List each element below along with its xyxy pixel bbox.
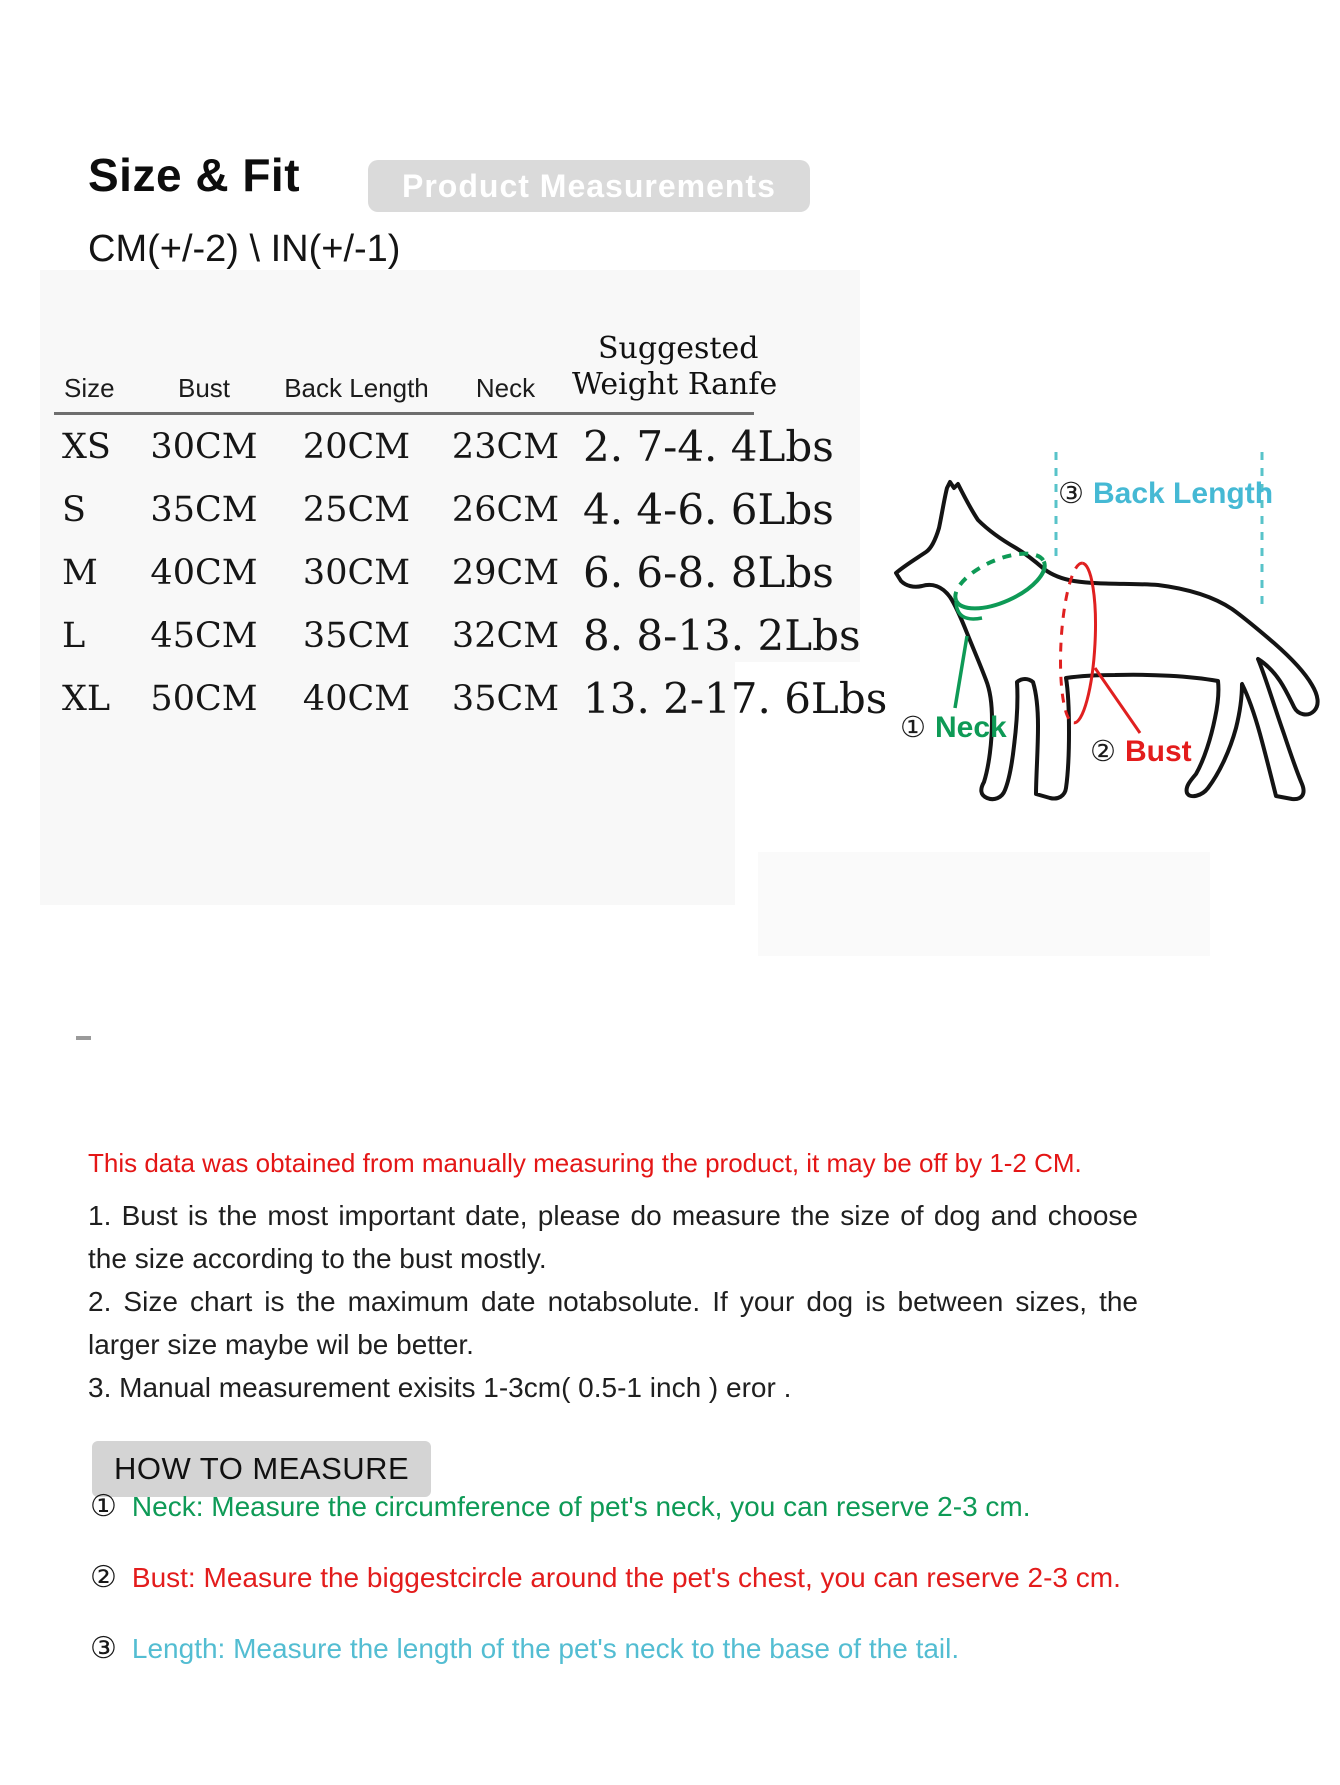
measure-item-neck bbox=[90, 1488, 1121, 1526]
product-measurements-badge: Product Measurements bbox=[368, 160, 810, 212]
size-table-header-row bbox=[54, 296, 938, 412]
circled-2-icon: ② bbox=[1090, 736, 1116, 768]
cell-back-length: 20CM bbox=[302, 426, 411, 467]
how-to-measure-heading: HOW TO MEASURE bbox=[92, 1441, 431, 1497]
note-3: 3. Manual measurement exisits 1-3cm( 0.5-1 inch ) eror . bbox=[88, 1372, 792, 1403]
cell-bust: 40CM bbox=[150, 552, 258, 593]
cell-neck: 23CM bbox=[451, 426, 560, 467]
bust-label-text: Bust bbox=[1125, 734, 1192, 768]
col-header-weight-line1: Suggested bbox=[598, 330, 759, 366]
table-row-m bbox=[54, 541, 938, 604]
measure-item-length-text: Length: Measure the length of the pet's neck to the base of the tail. bbox=[131, 1633, 960, 1664]
cell-size: L bbox=[62, 615, 86, 656]
cell-weight: 2. 7-4. 4Lbs bbox=[583, 422, 834, 471]
cell-back-length: 30CM bbox=[302, 552, 411, 593]
bust-label bbox=[1090, 734, 1192, 769]
cell-weight: 13. 2-17. 6Lbs bbox=[583, 674, 888, 723]
col-header-neck: Neck bbox=[475, 373, 536, 403]
note-2: 2. Size chart is the maximum date notabsolute. If your dog is between sizes, the larger size maybe wil be better. bbox=[88, 1286, 1138, 1360]
circled-3-icon: ③ bbox=[1058, 478, 1084, 510]
measure-item-bust-text: Bust: Measure the biggestcircle around the pet's chest, you can reserve 2-3 cm. bbox=[131, 1562, 1121, 1593]
table-row-xs bbox=[54, 415, 938, 478]
back-length-label bbox=[1058, 476, 1273, 511]
page-title: Size & Fit bbox=[88, 149, 301, 201]
cell-neck: 35CM bbox=[451, 678, 560, 719]
col-header-back-length: Back Length bbox=[284, 373, 429, 403]
circled-2-icon: ② bbox=[90, 1561, 117, 1594]
circled-3-icon: ③ bbox=[90, 1632, 117, 1665]
cell-neck: 26CM bbox=[451, 489, 560, 530]
cell-size: M bbox=[62, 552, 98, 593]
cell-back-length: 40CM bbox=[302, 678, 411, 719]
measure-item-length bbox=[90, 1630, 1121, 1668]
cell-weight: 8. 8-13. 2Lbs bbox=[583, 611, 861, 660]
measure-instructions bbox=[90, 1488, 1121, 1701]
size-table bbox=[54, 296, 938, 730]
cell-back-length: 35CM bbox=[302, 615, 411, 656]
col-header-weight bbox=[572, 331, 884, 404]
measure-item-bust bbox=[90, 1559, 1121, 1597]
circled-1-icon: ① bbox=[900, 712, 926, 744]
cell-neck: 29CM bbox=[451, 552, 560, 593]
col-header-bust: Bust bbox=[177, 373, 231, 403]
measure-item-neck-text: Neck: Measure the circumference of pet's neck, you can reserve 2-3 cm. bbox=[131, 1491, 1031, 1522]
cell-size: XL bbox=[62, 678, 111, 719]
stray-dash-mark bbox=[76, 1036, 91, 1040]
cell-weight: 4. 4-6. 6Lbs bbox=[583, 485, 834, 534]
note-1: 1. Bust is the most important date, please do measure the size of dog and choose the size according to the bust mostly. bbox=[88, 1200, 1138, 1274]
cell-size: XS bbox=[62, 426, 111, 467]
neck-label-text: Neck bbox=[935, 710, 1007, 744]
cell-weight: 6. 6-8. 8Lbs bbox=[583, 548, 834, 597]
neck-label bbox=[900, 710, 1007, 745]
cell-back-length: 25CM bbox=[302, 489, 411, 530]
bust-pointer-line bbox=[1095, 668, 1140, 733]
table-row-xl bbox=[54, 667, 938, 730]
manual-measure-warning: This data was obtained from manually measuring the product, it may be off by 1-2 CM. bbox=[88, 1148, 1082, 1178]
table-row-s bbox=[54, 478, 938, 541]
circled-1-icon: ① bbox=[90, 1490, 117, 1523]
col-header-size: Size bbox=[64, 373, 115, 403]
bg-patch-under-dog bbox=[758, 852, 1210, 956]
cell-bust: 35CM bbox=[150, 489, 258, 530]
cell-bust: 50CM bbox=[150, 678, 258, 719]
unit-tolerance-subtitle: CM(+/-2) \ IN(+/-1) bbox=[88, 228, 401, 270]
neck-pointer-line bbox=[955, 636, 967, 708]
cell-bust: 30CM bbox=[150, 426, 258, 467]
col-header-weight-line2: Weight Ranfe bbox=[572, 367, 778, 403]
cell-bust: 45CM bbox=[150, 615, 258, 656]
size-notes bbox=[88, 1194, 1138, 1409]
cell-neck: 32CM bbox=[451, 615, 560, 656]
back-length-label-text: Back Length bbox=[1093, 476, 1274, 510]
cell-size: S bbox=[62, 489, 86, 530]
table-row-l bbox=[54, 604, 938, 667]
